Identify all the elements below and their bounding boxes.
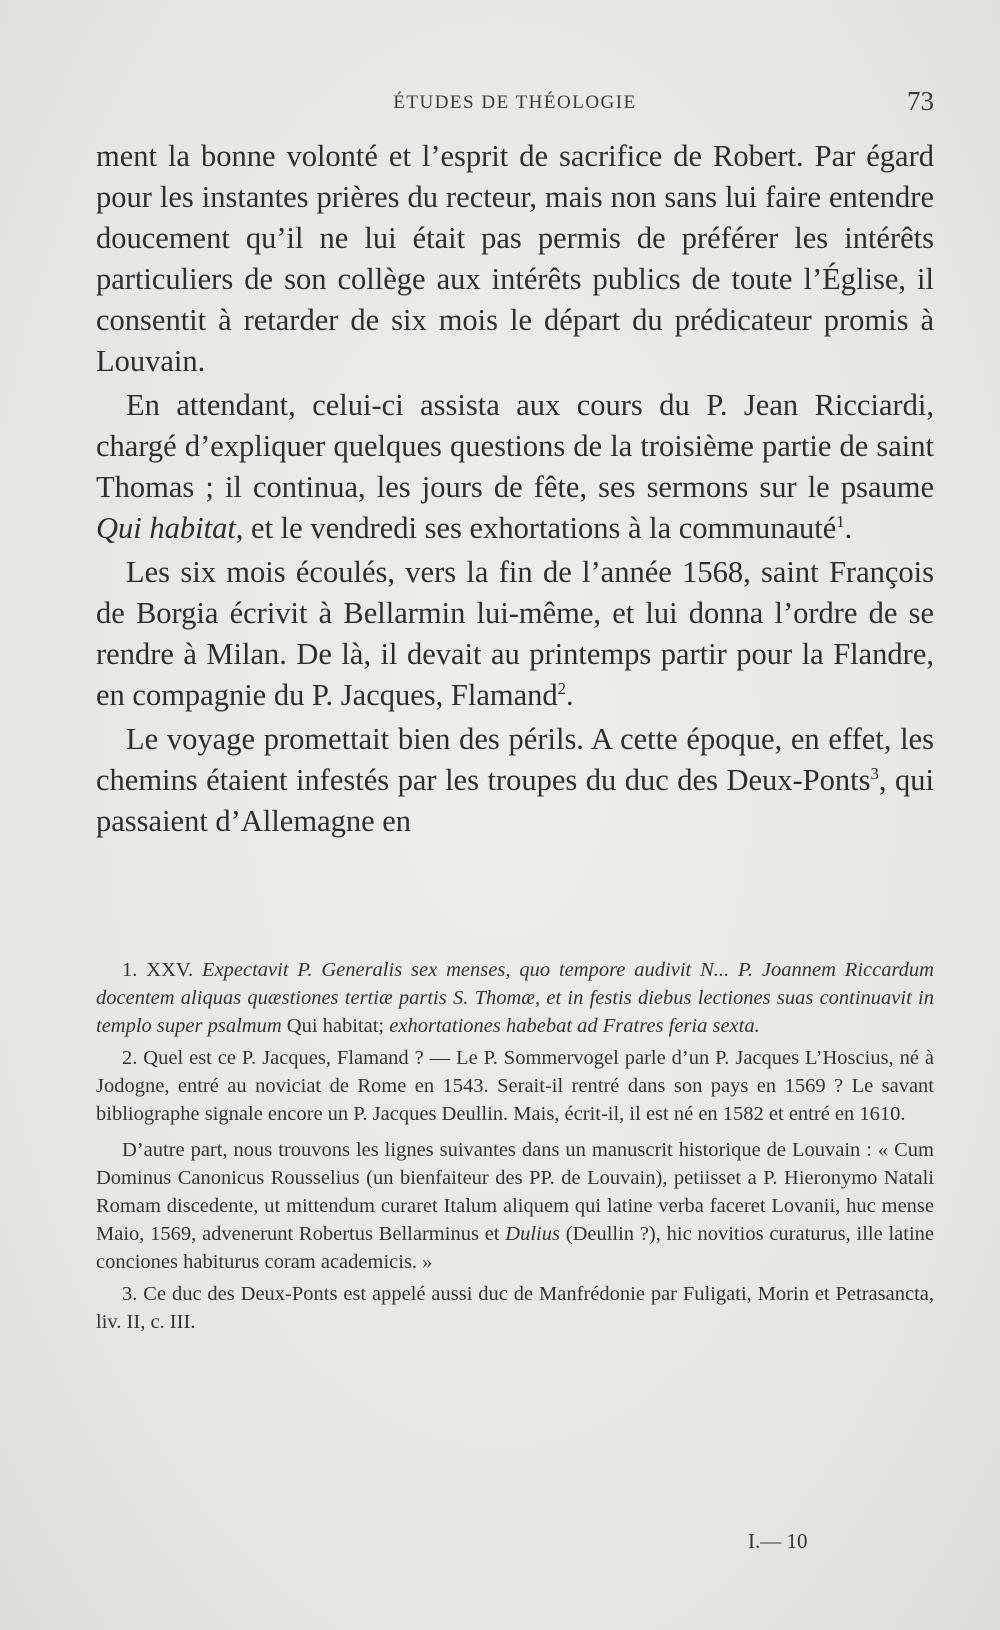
footnote-latin: exhortationes habebat ad Fratres feria sexta. (389, 1015, 760, 1037)
page-number: 73 (907, 86, 934, 116)
paragraph (96, 552, 934, 716)
footnote-2-continued (96, 1136, 934, 1276)
paragraph (96, 719, 934, 842)
running-head: ÉTUDES DE THÉOLOGIE (393, 92, 637, 113)
footnote-3 (96, 1280, 934, 1336)
italic-title: Qui habitat (96, 511, 236, 545)
paragraph-text: . (844, 511, 853, 545)
paragraph-text: Le voyage promettait bien des périls. A cette époque, en effet, les chemins étaient infestés par les troupes du duc des Deux-Ponts (96, 722, 934, 797)
footnote-text: (Deullin ?), hic novitios curaturus, ille latine conciones habiturus coram academicis. » (96, 1223, 934, 1273)
footnotes (96, 956, 934, 1340)
footnote-text: 3. Ce duc des Deux-Ponts est appelé aussi duc de Manfrédonie par Fuligati, Morin et Petrasancta, liv. II, c. III. (96, 1283, 934, 1333)
footnote-latin: Expectavit P. Generalis sex menses, quo tempore audivit N... P. Joannem Riccardum docentem aliquas quæstiones tertiæ partis S. Thomæ, et in festis diebus lectiones suas continuavit in templo super psalmum (96, 959, 934, 1037)
paragraph-text: , et le vendredi ses exhortations à la communauté (235, 511, 837, 545)
paragraph (96, 136, 934, 382)
footnote-ref: 2 (557, 678, 567, 698)
signature-mark: I.— 10 (748, 1529, 808, 1553)
footnote-text: 2. Quel est ce P. Jacques, Flamand ? — Le P. Sommervogel parle d’un P. Jacques L’Hoscius, né à Jodogne, entré au noviciat de Rome en 1543. Serait-il rentré dans son pays en 1569 ? Le savant bibliographe signale encore un P. Jacques Deullin. Mais, écrit-il, il est né en 1582 et entré en 1610. (96, 1047, 934, 1125)
footnote-ref: 3 (870, 763, 879, 783)
footnote-ref: 1 (836, 511, 845, 531)
main-text (96, 136, 934, 842)
footnote-text: D’autre part, nous trouvons les lignes suivantes dans un manuscrit historique de Louvain : « Cum Dominus Canonicus Rousselius (un bienfaiteur des PP. de Louvain), petiisset a P. Hieronymo Natali Romam discedente, ut mittendum curaret Italum aliquem qui latine verba faceret Lovanii, huc mense Maio, 1569, advenerunt Robertus Bellarminus et (96, 1139, 934, 1245)
paragraph (96, 385, 934, 549)
footnote-1 (96, 956, 934, 1040)
paragraph-text: En attendant, celui-ci assista aux cours du P. Jean Ricciardi, chargé d’expliquer quelques questions de la troisième partie de saint Thomas ; il continua, les jours de fête, ses sermons sur le psaume (96, 388, 934, 504)
paragraph-text: . (566, 678, 574, 712)
paragraph-text: , qui passaient d’Allemagne en (96, 763, 934, 838)
footnote-text: Qui habitat; (281, 1015, 390, 1037)
footnote-2 (96, 1044, 934, 1128)
paragraph-text: ment la bonne volonté et l’esprit de sacrifice de Robert. Par égard pour les instantes prières du recteur, mais non sans lui faire entendre doucement qu’il ne lui était pas permis de préférer les intérêts particuliers de son collège aux intérêts publics de toute l’Église, il consentit à retarder de six mois le départ du prédicateur promis à Louvain. (96, 139, 934, 378)
footnote-number: 1. XXV. (122, 959, 203, 981)
footnote-italic-name: Dulius (505, 1223, 560, 1245)
paragraph-text: Les six mois écoulés, vers la fin de l’année 1568, saint François de Borgia écrivit à Bellarmin lui-même, et lui donna l’ordre de se rendre à Milan. De là, il devait au printemps partir pour la Flandre, en compagnie du P. Jacques, Flamand (96, 555, 934, 712)
page-header (96, 86, 934, 120)
